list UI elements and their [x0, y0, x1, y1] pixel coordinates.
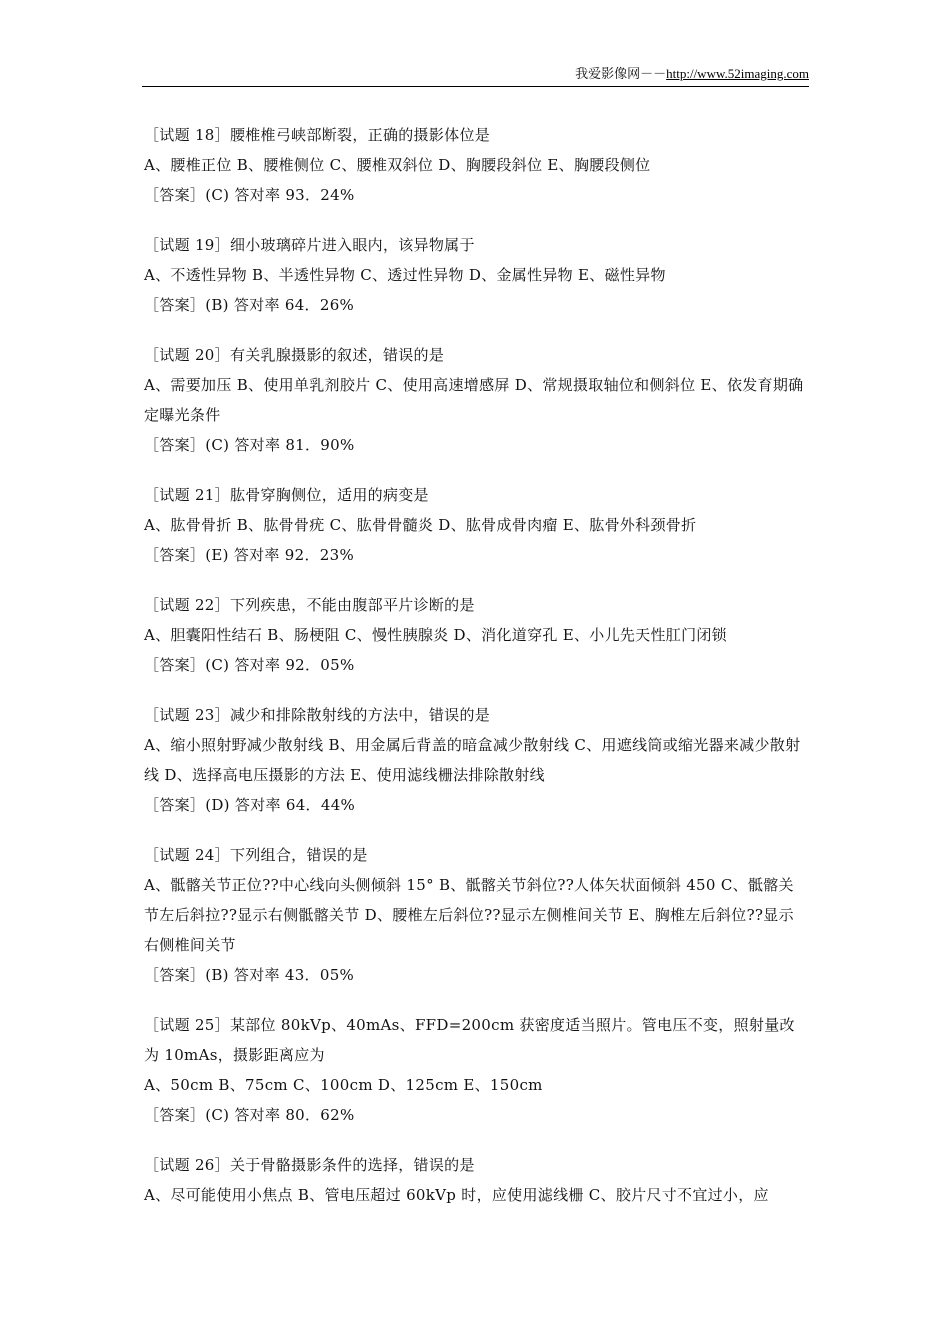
question-options: A、尽可能使用小焦点 B、管电压超过 60kVp 时，应使用滤线栅 C、胶片尺寸不宜过小，应 [144, 1186, 769, 1204]
question-options: A、缩小照射野减少散射线 B、用金属后背盖的暗盒减少散射线 C、用遮线筒或缩光器来减少散射线 D、选择高电压摄影的方法 E、使用滤线栅法排除散射线 [144, 736, 801, 784]
question-answer: ［答案］(E) 答对率 92．23% [144, 546, 355, 564]
question-20 [144, 340, 808, 460]
question-18 [144, 120, 808, 210]
question-options: A、腰椎正位 B、腰椎侧位 C、腰椎双斜位 D、胸腰段斜位 E、胸腰段侧位 [144, 156, 651, 174]
question-25 [144, 1010, 808, 1130]
question-options: A、需要加压 B、使用单乳剂胶片 C、使用高速增感屏 D、常规摄取轴位和侧斜位 E、依发育期确定曝光条件 [144, 376, 804, 424]
question-title: ［试题 26］关于骨骼摄影条件的选择，错误的是 [144, 1156, 475, 1174]
question-title: ［试题 22］下列疾患，不能由腹部平片诊断的是 [144, 596, 475, 614]
question-24 [144, 840, 808, 990]
question-title: ［试题 20］有关乳腺摄影的叙述，错误的是 [144, 346, 445, 364]
question-options: A、骶髂关节正位??中心线向头侧倾斜 15° B、骶髂关节斜位??人体矢状面倾斜 450 C、骶髂关节左后斜拉??显示右侧骶髂关节 D、腰椎左后斜位??显示左侧椎间关节 E、胸椎左后斜位??显示右侧椎间关节 [144, 876, 794, 954]
question-options: A、胆囊阳性结石 B、肠梗阻 C、慢性胰腺炎 D、消化道穿孔 E、小儿先天性肛门闭锁 [144, 626, 727, 644]
question-21 [144, 480, 808, 570]
question-22 [144, 590, 808, 680]
question-19 [144, 230, 808, 320]
page-header [142, 64, 809, 87]
question-answer: ［答案］(C) 答对率 80．62% [144, 1106, 355, 1124]
question-23 [144, 700, 808, 820]
question-title: ［试题 24］下列组合，错误的是 [144, 846, 368, 864]
question-title: ［试题 19］细小玻璃碎片进入眼内，该异物属于 [144, 236, 475, 254]
question-answer: ［答案］(D) 答对率 64．44% [144, 796, 356, 814]
question-answer: ［答案］(C) 答对率 93．24% [144, 186, 355, 204]
question-options: A、50cm B、75cm C、100cm D、125cm E、150cm [144, 1076, 543, 1094]
question-options: A、肱骨骨折 B、肱骨骨疣 C、肱骨骨髓炎 D、肱骨成骨肉瘤 E、肱骨外科颈骨折 [144, 516, 697, 534]
question-answer: ［答案］(C) 答对率 81．90% [144, 436, 355, 454]
document-content [144, 120, 808, 1230]
header-site-name: 我爱影像网－－ [575, 66, 667, 81]
question-26 [144, 1150, 808, 1210]
question-options: A、不透性异物 B、半透性异物 C、透过性异物 D、金属性异物 E、磁性异物 [144, 266, 666, 284]
question-answer: ［答案］(B) 答对率 43．05% [144, 966, 355, 984]
header-text [575, 66, 809, 82]
question-answer: ［答案］(C) 答对率 92．05% [144, 656, 355, 674]
question-title: ［试题 21］肱骨穿胸侧位，适用的病变是 [144, 486, 429, 504]
header-url-link[interactable]: http://www.52imaging.com [666, 66, 809, 81]
question-answer: ［答案］(B) 答对率 64．26% [144, 296, 355, 314]
question-title: ［试题 25］某部位 80kVp、40mAs、FFD=200cm 获密度适当照片。管电压不变，照射量改为 10mAs，摄影距离应为 [144, 1016, 795, 1064]
question-title: ［试题 23］减少和排除散射线的方法中，错误的是 [144, 706, 491, 724]
question-title: ［试题 18］腰椎椎弓峡部断裂，正确的摄影体位是 [144, 126, 491, 144]
